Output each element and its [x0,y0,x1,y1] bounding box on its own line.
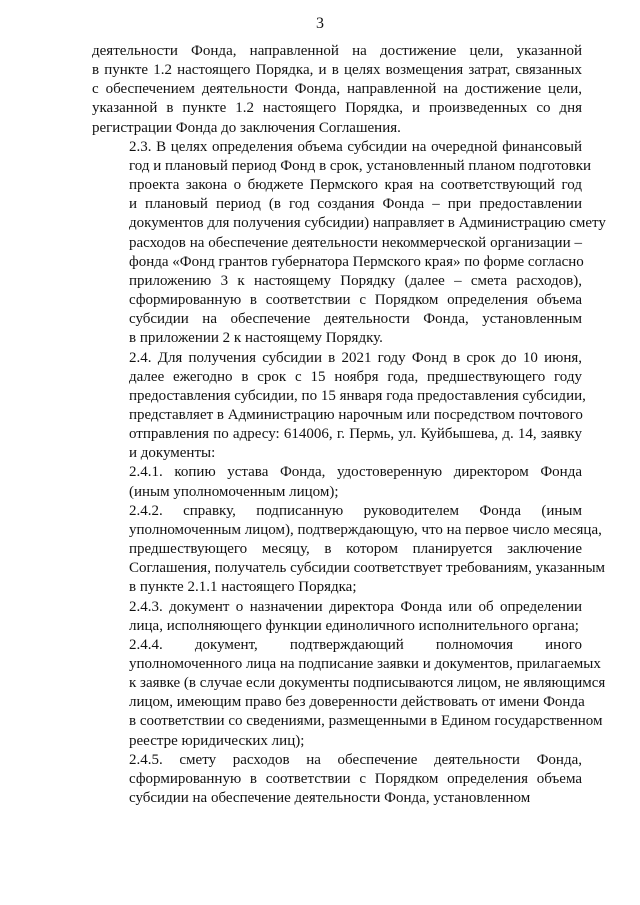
text-line: регистрации Фонда до заключения Соглашения. [92,119,401,136]
paragraph-2-3 [92,138,606,349]
text-line: уполномоченным лицом), подтверждающую, что на первое число месяца, [129,521,602,538]
text-line: и документы: [129,445,216,462]
text-line: 2.4.4. документ, подтверждающий полномочия иного [129,636,582,653]
paragraph-2-4-2 [92,502,606,598]
text-line: Соглашения, получатель субсидии соответствует требованиям, указанным [129,560,606,577]
text-line: представляет в Администрацию нарочным или посредством почтового [129,406,583,423]
text-line: 2.4.1. копию устава Фонда, удостоверенную директором Фонда [129,464,582,481]
paragraph-2-4-3 [92,598,582,636]
text-line: предоставления субсидии, по 15 января года предоставления субсидии, [129,387,586,404]
text-line: лицом, имеющим право без доверенности действовать от имени Фонда [129,694,585,711]
text-line: к заявке (в случае если документы подписываются лицом, не являющимся [129,675,606,692]
text-line: 2.3. В целях определения объема субсидии на очередной финансовый [129,138,582,155]
paragraph-continuation [92,42,582,138]
text-line: 2.4.3. документ о назначении директора Фонда или об определении [129,598,582,615]
text-line: год и плановый период Фонд в срок, установленный планом подготовки [129,157,592,174]
text-line: 2.4. Для получения субсидии в 2021 году Фонд в срок до 10 июня, [129,349,582,366]
text-line: в пункте 2.1.1 настоящего Порядка; [129,579,357,596]
text-line: указанной в пункте 1.2 настоящего Порядка, и произведенных со дня [92,100,582,117]
text-line: в пункте 1.2 настоящего Порядка, и в целях возмещения затрат, связанных [92,62,582,79]
text-line: (иным уполномоченным лицом); [129,483,339,500]
text-line: субсидии на обеспечение деятельности Фонда, установленным [129,311,582,328]
text-line: фонда «Фонд грантов губернатора Пермского края» по форме согласно [129,253,584,270]
page-number: 3 [316,15,324,32]
text-line: лица, исполняющего функции единоличного исполнительного органа; [129,617,579,634]
text-line: документов для получения субсидии) направляет в Администрацию смету [129,215,606,232]
text-line: реестре юридических лиц); [129,732,305,749]
text-line: сформированную в соответствии с Порядком определения объема [129,292,582,309]
text-line: в приложении 2 к настоящему Порядку. [129,330,383,347]
text-line: отправления по адресу: 614006, г. Пермь, ул. Куйбышева, д. 14, заявку [129,426,582,443]
text-line: 2.4.5. смету расходов на обеспечение деятельности Фонда, [129,751,582,768]
text-line: расходов на обеспечение деятельности некоммерческой организации – [129,234,582,251]
text-line: приложению 3 к настоящему Порядку (далее – смета расходов), [129,272,582,289]
text-line: проекта закона о бюджете Пермского края на соответствующий год [129,177,582,194]
text-line: сформированную в соответствии с Порядком определения объема [129,770,582,787]
text-line: далее ежегодно в срок с 15 ноября года, предшествующего году [129,368,582,385]
text-line: в соответствии со сведениями, размещенными в Едином государственном [129,713,603,730]
text-line: субсидии на обеспечение деятельности Фонда, установленном [129,790,531,807]
document-body [92,42,606,808]
paragraph-2-4 [92,349,586,464]
text-line: деятельности Фонда, направленной на достижение цели, указанной [92,43,582,59]
paragraph-2-4-1 [92,463,582,501]
text-line: уполномоченного лица на подписание заявки и документов, прилагаемых [129,656,601,672]
text-line: и плановый период (в год создания Фонда – при предоставлении [129,196,582,213]
text-line: предшествующего месяцу, в котором планируется заключение [129,541,582,558]
text-line: с обеспечением деятельности Фонда, направленной на достижение цели, [92,81,582,98]
text-line: 2.4.2. справку, подписанную руководителем Фонда (иным [129,502,582,519]
paragraph-2-4-5 [92,751,582,808]
paragraph-2-4-4 [92,636,606,751]
